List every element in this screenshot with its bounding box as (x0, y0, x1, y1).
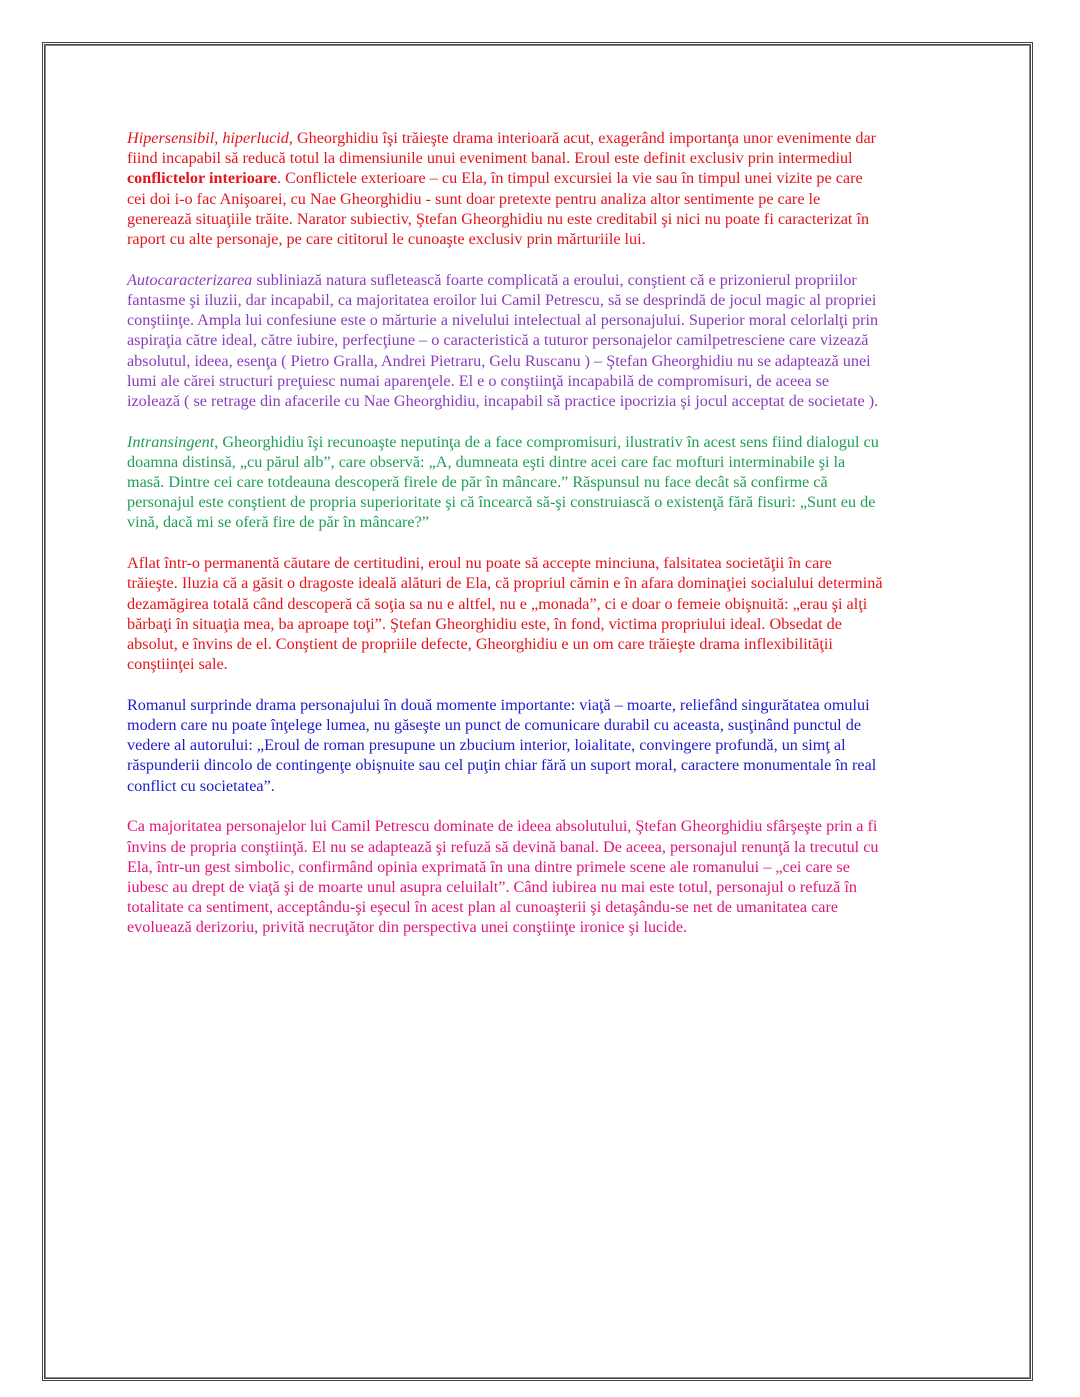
text-run: , Gheorghidiu îşi recunoaşte neputinţa de a face compromisuri, ilustrativ în acest sens fiind dialogul cu (214, 432, 879, 451)
text-line (127, 472, 987, 492)
text-run: lumi ale cărei structuri preţuiesc numai aparenţele. El e o conştiinţă incapabilă de compromisuri, de aceea se (127, 371, 830, 390)
text-run: Ca majoritatea personajelor lui Camil Petrescu dominate de ideea absolutului, Ştefan Gheorghidiu sfârşeşte prin a fi (127, 817, 878, 836)
text-line (127, 695, 987, 715)
text-run: Romanul surprinde drama personajului în două momente importante: viaţă – moarte, reliefând singurătatea omului (127, 695, 870, 714)
text-line (127, 290, 987, 310)
text-line (127, 512, 987, 532)
text-line (127, 492, 987, 512)
text-run: conştiinţei sale. (127, 655, 228, 674)
paragraph-1 (127, 128, 987, 249)
text-run: Aflat într-o permanentă căutare de certitudini, eroul nu poate să accepte minciuna, falsitatea societăţii în care (127, 554, 832, 573)
text-line (127, 391, 987, 411)
text-line (127, 189, 987, 209)
text-run: totalitate ca sentiment, acceptându-şi eşecul în acest plan al cunoaşterii şi detaşându-se net de umanitatea care (127, 898, 839, 917)
text-line (127, 330, 987, 350)
paragraph-4 (127, 553, 987, 674)
text-run: doamna distinsă, „cu părul alb”, care observă: „A, dumneata eşti dintre acei care fac mofturi interminabile şi la (127, 452, 846, 471)
text-line (127, 776, 987, 796)
text-run: vină, dacă mi se oferă fire de păr în mâncare?” (127, 513, 429, 532)
text-run: bărbaţi în situaţia mea, ba aproape toţi”. Ştefan Gheorghidiu este, în fond, victima propriului ideal. Obsedat de (127, 614, 842, 633)
italic-term: Intransingent (127, 432, 215, 451)
text-run: răspunderii dincolo de contingenţe obişnuite sau cel puţin chiar fără un suport moral, caractere monumentale în real (127, 756, 877, 775)
paragraph-6 (127, 816, 987, 937)
text-run: . Conflictele exterioare – cu Ela, în timpul excursiei la vie sau în timpul unei vizite pe care (276, 169, 863, 188)
text-line (127, 755, 987, 775)
bold-term: conflictelor interioare (127, 169, 277, 188)
paragraph-2 (127, 270, 987, 411)
text-run: învins de propria conştiinţă. El nu se adaptează şi refuză să devină banal. De aceea, personajul renunţă la trecutul cu (127, 837, 879, 856)
text-line (127, 654, 987, 674)
text-line (127, 371, 987, 391)
text-run: trăieşte. Iluzia că a găsit o dragoste ideală alături de Ela, că propriul cămin e în afara dominaţiei socialului determină (127, 574, 883, 593)
text-run: Ela, într-un gest simbolic, confirmând opinia exprimată în una dintre primele scene ale romanului – „cei care se (127, 857, 850, 876)
text-run: conflict cu societatea”. (127, 776, 275, 795)
text-line (127, 573, 987, 593)
text-line (127, 553, 987, 573)
text-line (127, 735, 987, 755)
text-line (127, 897, 987, 917)
text-line (127, 209, 987, 229)
text-line (127, 634, 987, 654)
text-run: fiind incapabil să reducă totul la dimensiunile unui eveniment banal. Eroul este definit exclusiv prin intermediul (127, 149, 853, 168)
paragraph-3 (127, 432, 987, 533)
text-line (127, 128, 987, 148)
paragraph-5 (127, 695, 987, 796)
text-run: evoluează derizoriu, privită necruţător din perspectiva unei conştiinţe ironice şi lucide. (127, 918, 688, 937)
text-run: iubesc au drept de viaţă şi de moarte unul asupra celuilalt”. Când iubirea nu mai este totul, personajul o refuză în (127, 878, 857, 896)
text-line (127, 816, 987, 836)
text-line (127, 270, 987, 290)
text-run: , Gheorghidiu îşi trăieşte drama interioară acut, exagerând importanţa unor evenimente dar (288, 129, 877, 147)
text-line (127, 594, 987, 614)
text-run: subliniază natura sufletească foarte complicată a eroului, conştient că e prizonierul propriilor (252, 270, 857, 289)
text-run: personajul este conştient de propria superioritate şi că încearcă să-şi construiască o existenţă fără fisuri: „Sunt eu de (127, 493, 876, 512)
text-line (127, 452, 987, 472)
text-run: conştiinţe. Ampla lui confesiune este o mărturie a nivelului intelectual al personajului. Superior moral celorlalţi prin (127, 311, 879, 330)
text-run: vedere al autorului: „Eroul de roman presupune un zbucium interior, loialitate, convingere profundă, un simţ al (127, 736, 846, 755)
text-run: cei doi i-o fac Anişoarei, cu Nae Gheorghidiu - sunt doar pretexte pentru analiza altor sentimente pe care le (127, 189, 821, 208)
text-run: absolutul, ideea, esenţa ( Pietro Gralla, Andrei Pietraru, Gelu Ruscanu ) – Ştefan Gheorghidiu nu se adaptează unei (127, 351, 871, 370)
text-run: absolut, e învins de el. Conştient de propriile defecte, Gheorghidiu e un om care trăieşte drama inflexibilităţii (127, 634, 833, 653)
text-line (127, 310, 987, 330)
text-line (127, 614, 987, 634)
text-line (127, 917, 987, 937)
text-run: raport cu alte personaje, pe care cititorul le cunoaşte exclusiv prin mărturiile lui. (127, 230, 646, 249)
text-run: fantasme şi iluzii, dar incapabil, ca majoritatea eroilor lui Camil Petrescu, să se desprindă de jocul magic al propriei (127, 290, 877, 309)
italic-term: Hipersensibil, hiperlucid (127, 129, 289, 147)
text-line (127, 857, 987, 877)
italic-term: Autocaracterizarea (127, 270, 253, 289)
text-line (127, 715, 987, 735)
text-line (127, 229, 987, 249)
text-run: izolează ( se retrage din afacerile cu Nae Gheorghidiu, incapabil să practice ipocrizia şi jocul acceptat de societate ). (127, 391, 879, 410)
text-line (127, 837, 987, 857)
text-run: modern care nu poate înţelege lumea, nu găseşte un punct de comunicare durabil cu aceasta, susţinând punctul de (127, 716, 862, 735)
text-run: dezamăgirea totală când descoperă că soţia sa nu e altfel, nu e „monada”, ci e doar o femeie obişnuită: „erau şi alţi (127, 594, 868, 613)
text-line (127, 168, 987, 188)
text-line (127, 351, 987, 371)
text-run: aspiraţia către ideal, către iubire, perfecţiune – o caracteristică a tuturor personajelor camilpetresciene care vizează (127, 331, 869, 350)
text-line (127, 148, 987, 168)
text-run: masă. Dintre cei care totdeauna descoperă firele de păr în mâncare.” Răspunsul nu face decât să confirme că (127, 473, 828, 492)
text-run: generează situaţiile trăite. Narator subiectiv, Ştefan Gheorghidiu nu este creditabil şi nici nu poate fi caracterizat în (127, 209, 870, 228)
text-line (127, 877, 987, 897)
text-line (127, 432, 987, 452)
document-body (127, 128, 987, 958)
